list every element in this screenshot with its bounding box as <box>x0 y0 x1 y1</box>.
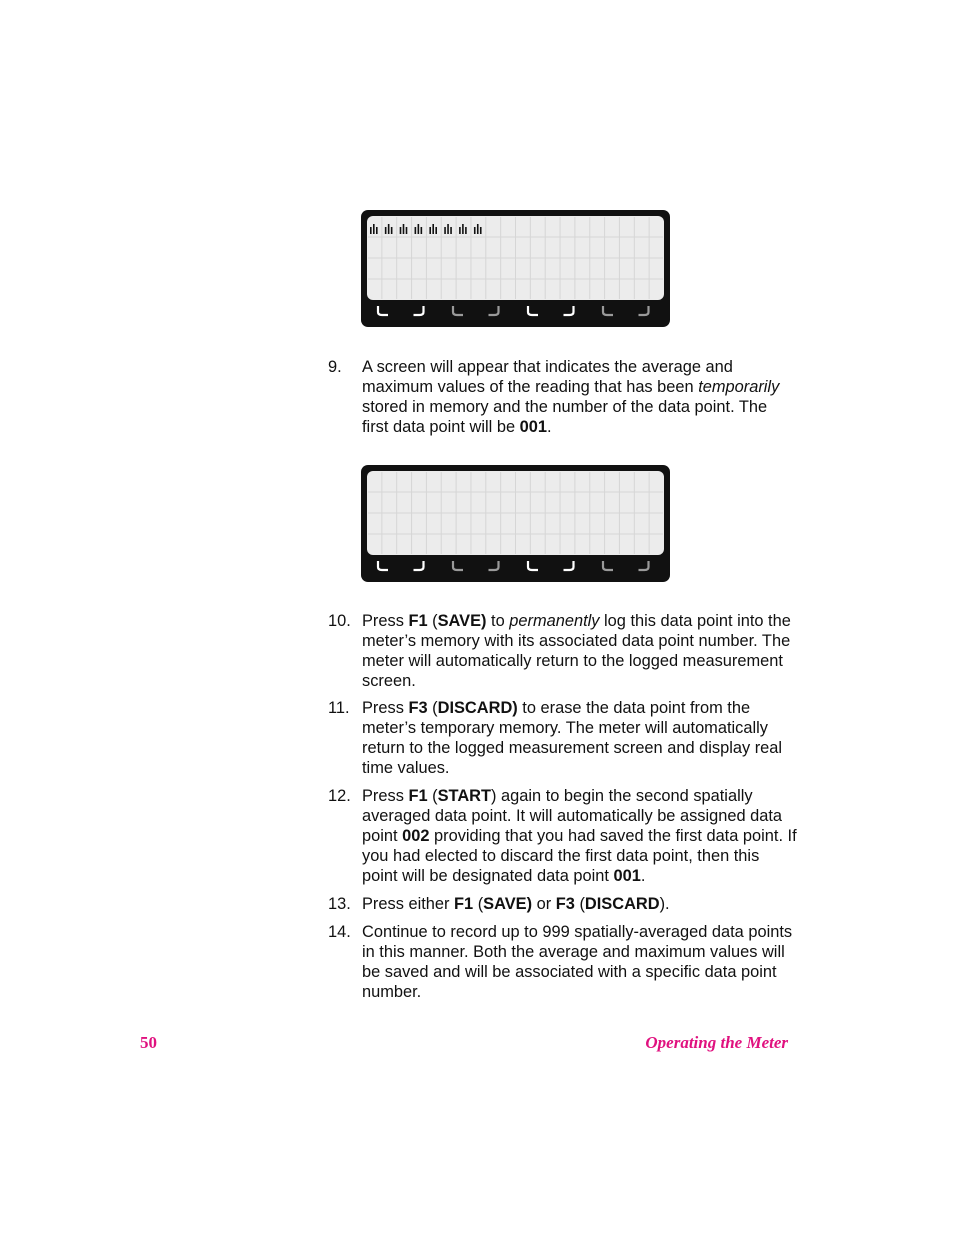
step-text: A screen will appear that indicates the average and maximum values of the reading that has been temporarily stored in memory and the number of the data point. The first data point will be 001. <box>362 358 780 436</box>
step-number: 11. <box>328 699 350 717</box>
lcd-svg <box>361 210 670 327</box>
step-text: Continue to record up to 999 spatially-averaged data points in this manner. Both the average and maximum values will be saved and will be associated with a specific data point number. <box>362 923 793 1001</box>
step-text: Press F1 (START) again to begin the second spatially averaged data point. It will automatically be assigned data point 002 providing that you had saved the first data point. If you had elected to discard the first data point, then this point will be designated data point 001. <box>362 787 797 885</box>
step-number: 12. <box>328 787 351 805</box>
list-item <box>328 611 798 691</box>
step-number: 13. <box>328 895 351 913</box>
list-item <box>328 894 798 914</box>
step-text: Press F1 (SAVE) to permanently log this data point into the meter’s memory with its associated data point number. The meter will automatically return to the logged measurement screen. <box>362 612 791 690</box>
list-item <box>328 922 798 1002</box>
section-title: Operating the Meter <box>645 1033 788 1052</box>
step-number: 9. <box>328 358 342 376</box>
step-number: 14. <box>328 923 351 941</box>
step-number: 10. <box>328 612 351 630</box>
step-text: Press either F1 (SAVE) or F3 (DISCARD). <box>362 895 670 913</box>
lcd-svg <box>361 465 670 582</box>
list-item <box>328 698 798 778</box>
step-text: Press F3 (DISCARD) to erase the data point from the meter’s temporary memory. The meter will automatically return to the logged measurement screen and display real time values. <box>362 699 783 777</box>
lcd-display-2 <box>361 465 670 582</box>
page-number: 50 <box>140 1033 157 1052</box>
lcd-display-1 <box>361 210 670 327</box>
list-item <box>328 786 798 886</box>
list-item <box>328 357 798 437</box>
